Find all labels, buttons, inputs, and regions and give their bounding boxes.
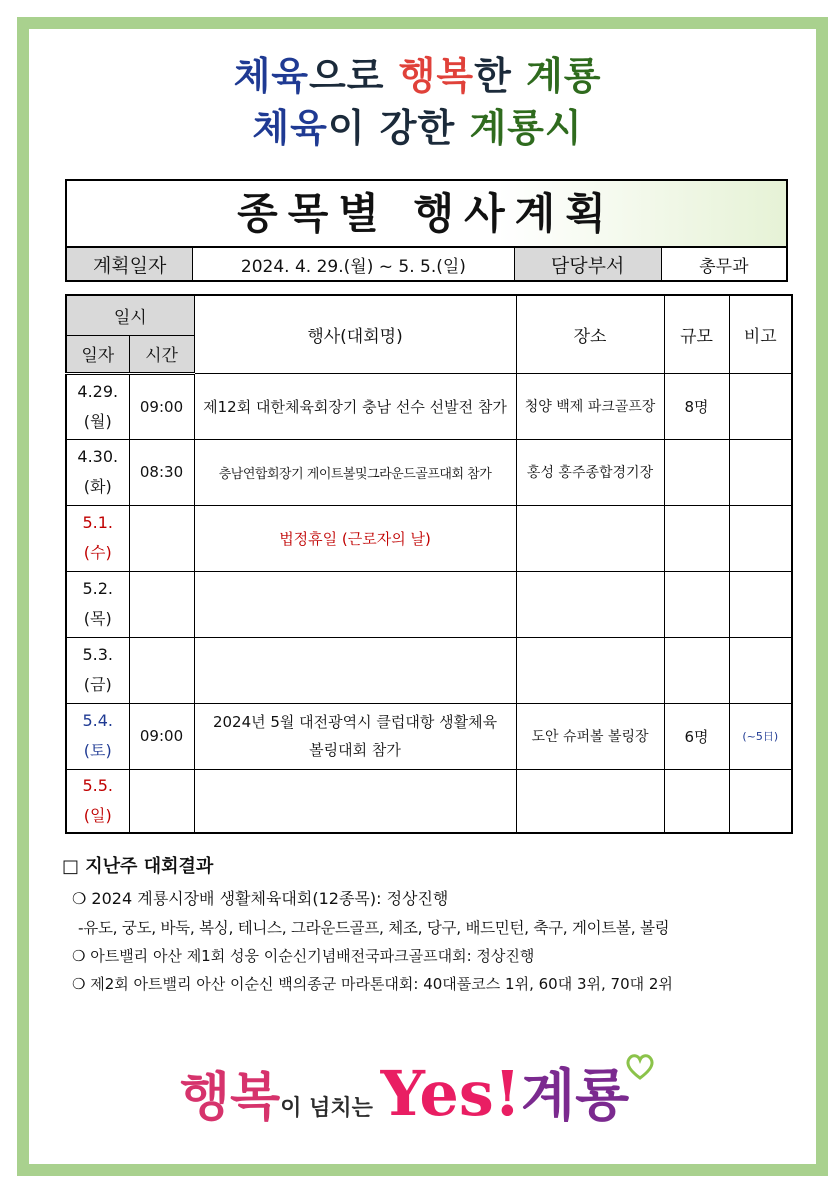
row-time [129, 637, 194, 703]
row-note: (~5日) [729, 703, 792, 769]
header-place: 장소 [516, 295, 664, 373]
table-row [66, 703, 792, 769]
row-event [194, 769, 516, 833]
table-row [66, 571, 792, 637]
row-time [129, 505, 194, 571]
row-time: 09:00 [129, 703, 194, 769]
row-event: 법정휴일 (근로자의 날) [194, 505, 516, 571]
logo-word: Yes! [380, 1057, 522, 1130]
result-item: -유도, 궁도, 바둑, 복싱, 테니스, 그라운드골프, 체조, 당구, 배드민턴, 축구, 게이트볼, 볼링 [78, 919, 670, 937]
last-week-results [62, 852, 792, 1001]
row-scale [664, 439, 729, 505]
row-date: 4.30. (화) [66, 439, 129, 505]
header-datetime: 일시 [66, 295, 194, 335]
row-scale [664, 637, 729, 703]
row-date: 5.1. (수) [66, 505, 129, 571]
row-scale: 8명 [664, 373, 729, 439]
schedule-table [65, 294, 793, 834]
row-scale [664, 505, 729, 571]
row-event: 충남연합회장기 게이트볼및그라운드골프대회 참가 [194, 439, 516, 505]
table-row [66, 637, 792, 703]
header-time: 시간 [129, 335, 194, 373]
result-item: ❍ 아트밸리 아산 제1회 성웅 이순신기념배전국파크골프대회: 정상진행 [72, 947, 535, 965]
row-scale [664, 571, 729, 637]
row-place: 도안 슈퍼볼 볼링장 [516, 703, 664, 769]
row-event [194, 637, 516, 703]
row-scale [664, 769, 729, 833]
row-note [729, 571, 792, 637]
slogan-word: 체육 [233, 54, 309, 98]
header-note: 비고 [729, 295, 792, 373]
slogan-word: 행복 [398, 54, 475, 98]
row-time [129, 769, 194, 833]
row-note [729, 637, 792, 703]
plan-date-value: 2024. 4. 29.(월) ~ 5. 5.(일) [193, 248, 514, 280]
slogan-word: 이 강한 [327, 106, 470, 150]
header-date: 일자 [66, 335, 129, 373]
table-row [66, 373, 792, 439]
dept-label: 담당부서 [515, 248, 662, 280]
row-time: 08:30 [129, 439, 194, 505]
table-row [66, 439, 792, 505]
result-item: ❍ 제2회 아트밸리 아산 이순신 백의종군 마라톤대회: 40대풀코스 1위, 60대 3위, 70대 2위 [72, 975, 673, 993]
row-date: 5.4. (토) [66, 703, 129, 769]
row-event: 제12회 대한체육회장기 충남 선수 선발전 참가 [194, 373, 516, 439]
row-place [516, 769, 664, 833]
row-time: 09:00 [129, 373, 194, 439]
row-place: 홍성 홍주종합경기장 [516, 439, 664, 505]
row-date: 4.29. (월) [66, 373, 129, 439]
row-note [729, 439, 792, 505]
logo-word: 행복 [179, 1068, 281, 1128]
row-event: 2024년 5월 대전광역시 클럽대항 생활체육 볼링대회 참가 [194, 703, 516, 769]
plan-date-label: 계획일자 [67, 248, 193, 280]
row-note [729, 769, 792, 833]
slogan-word: 체육 [252, 106, 328, 150]
row-note [729, 373, 792, 439]
row-date: 5.2. (목) [66, 571, 129, 637]
header-event: 행사(대회명) [194, 295, 516, 373]
logo-word: 계룡 [521, 1064, 630, 1129]
row-note [729, 505, 792, 571]
table-row [66, 505, 792, 571]
row-date: 5.5. (일) [66, 769, 129, 833]
slogan-line-1 [0, 45, 835, 100]
page-title: 종목별 행사계획 [65, 179, 788, 248]
table-row [66, 769, 792, 833]
row-date: 5.3. (금) [66, 637, 129, 703]
row-place: 청양 백제 파크골프장 [516, 373, 664, 439]
heart-icon [625, 1052, 655, 1084]
row-place [516, 637, 664, 703]
slogan-word: 으로 [308, 54, 399, 98]
row-scale: 6명 [664, 703, 729, 769]
plan-info-bar [65, 247, 788, 282]
row-place [516, 571, 664, 637]
row-time [129, 571, 194, 637]
slogan-word: 계룡 [526, 54, 602, 98]
results-heading: □ 지난주 대회결과 [62, 856, 214, 877]
slogan-word: 계룡시 [469, 106, 583, 150]
dept-value: 총무과 [699, 256, 749, 277]
slogan-line-2 [0, 97, 835, 152]
result-item: ❍ 2024 계룡시장배 생활체육대회(12종목): 정상진행 [72, 889, 449, 908]
logo-word: 이 넘치는 [280, 1096, 381, 1121]
row-event [194, 571, 516, 637]
slogan-word: 한 [474, 54, 527, 98]
header-scale: 규모 [664, 295, 729, 373]
city-slogan-logo [0, 1052, 835, 1132]
row-place [516, 505, 664, 571]
